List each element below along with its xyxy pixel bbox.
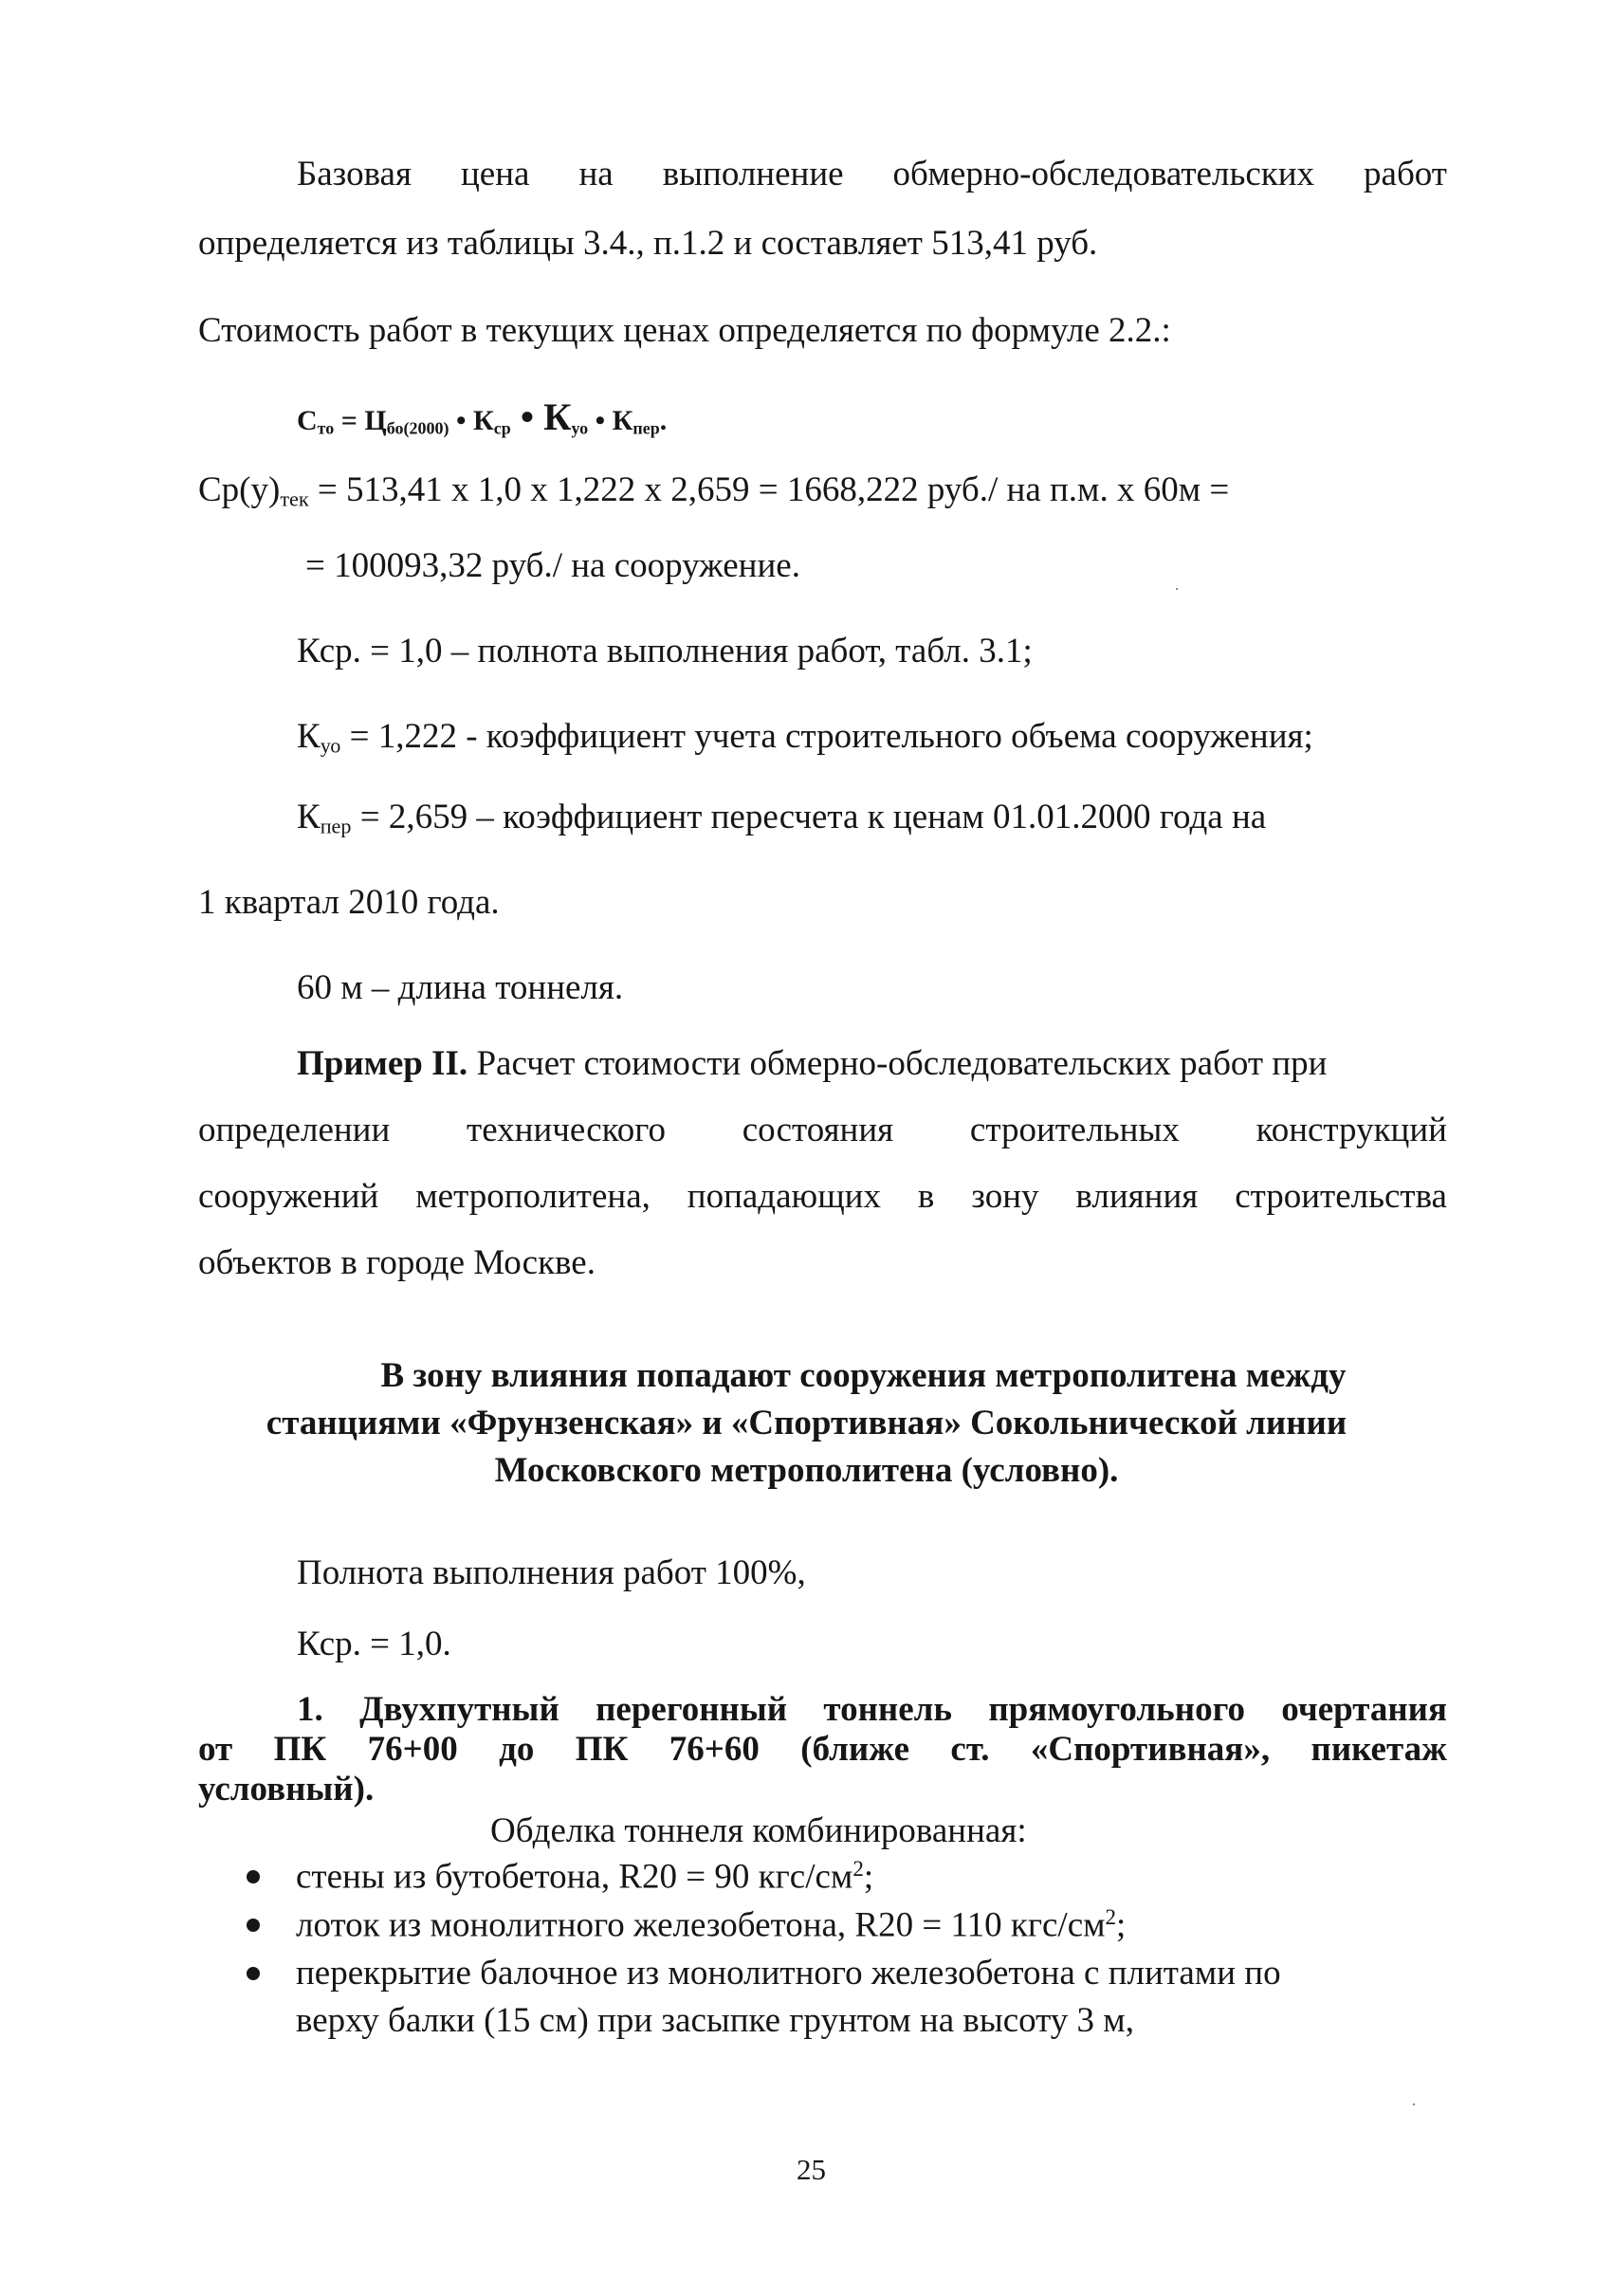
word: до: [499, 1730, 535, 1769]
influence-zone-heading-line-3: Московского метрополитена (условно).: [494, 1451, 1119, 1490]
word: ПК: [575, 1730, 629, 1769]
example-ii-line-4: объектов в городе Москве.: [198, 1243, 596, 1282]
lining-item-text: стены из бутобетона, R20 = 90 кгс/см: [296, 1857, 853, 1897]
formula-symbol: • К: [510, 395, 572, 438]
word: ст.: [950, 1730, 990, 1769]
superscript: 2: [852, 1857, 864, 1881]
lining-item-walls: [296, 1859, 873, 1895]
tunnel-length-note: 60 м – длина тоннеля.: [297, 968, 624, 1007]
word: 76+60: [669, 1730, 760, 1769]
word: ПК: [273, 1730, 327, 1769]
word: Базовая: [297, 155, 412, 193]
formula-symbol: • К: [449, 405, 494, 436]
section-1-title-line-1: [297, 1692, 1447, 1727]
formula-symbol: .: [659, 405, 668, 436]
bullet-icon: [247, 1919, 260, 1932]
word: 76+00: [367, 1730, 458, 1769]
word: строительных: [969, 1111, 1180, 1149]
word: влияния: [1075, 1177, 1199, 1216]
word: метрополитена,: [415, 1177, 651, 1216]
example-ii-line-2: [198, 1112, 1447, 1148]
formula-subscript: уо: [571, 418, 589, 438]
formula-expression: = 513,41 х 1,0 х 1,222 х 2,659 = 1668,222 руб./ на п.м. х 60м =: [308, 470, 1230, 509]
word: зону: [971, 1177, 1039, 1216]
section-1-title-line-2: [198, 1732, 1447, 1767]
word: тоннель: [823, 1690, 952, 1729]
lining-item-text: лоток из монолитного железобетона, R20 = 110 кгс/см: [296, 1905, 1106, 1945]
word: прямоугольного: [988, 1690, 1245, 1729]
coefficient-kper: [297, 799, 1266, 837]
coefficient-ksr: Кср. = 1,0 – полнота выполнения работ, табл. 3.1;: [297, 632, 1033, 670]
formula-symbol: • К: [588, 405, 633, 436]
paragraph-base-price-line-2: определяется из таблицы 3.4., п.1.2 и составляет 513,41 руб.: [198, 224, 1098, 263]
formula-symbol: = Ц: [334, 405, 387, 436]
lining-item-ceiling-line-2: верху балки (15 см) при засыпке грунтом на высоту 3 м,: [296, 2001, 1134, 2040]
lining-item-tray: [296, 1907, 1126, 1943]
word: выполнение: [662, 155, 844, 193]
bullet-icon: [247, 1967, 260, 1980]
coefficient-description: = 2,659 – коэффициент пересчета к ценам 01.01.2000 года на: [351, 798, 1267, 836]
example-ii-line-3: [198, 1179, 1447, 1214]
lining-intro: Обделка тоннеля комбинированная:: [490, 1811, 1027, 1850]
word: (ближе: [800, 1730, 909, 1769]
word: на: [578, 155, 614, 193]
section-1-title-line-3: условный).: [198, 1770, 375, 1809]
paragraph-base-price-line-1: [297, 156, 1447, 192]
word: пикетаж: [1311, 1730, 1447, 1769]
word: «Спортивная»,: [1030, 1730, 1271, 1769]
word: цена: [461, 155, 530, 193]
formula-cost-result: = 100093,32 руб./ на сооружение.: [305, 546, 800, 585]
word: сооружений: [198, 1177, 379, 1216]
superscript: 2: [1105, 1905, 1116, 1929]
word: определении: [198, 1111, 391, 1149]
influence-zone-heading-line-2: станциями «Фрунзенская» и «Спортивная» Сокольнической линии: [266, 1404, 1347, 1442]
formula-subscript: ср: [493, 418, 511, 438]
example-ii-line-1: [297, 1046, 1327, 1081]
paragraph-cost-formula-intro: Стоимость работ в текущих ценах определяется по формуле 2.2.:: [198, 311, 1171, 350]
coefficient-description: = 1,222 - коэффициент учета строительного объема сооружения;: [340, 717, 1313, 756]
word: работ: [1364, 155, 1447, 193]
completeness-coefficient: Кср. = 1,0.: [297, 1625, 451, 1663]
word: строительства: [1235, 1177, 1447, 1216]
formula-symbol: С: [297, 405, 318, 436]
example-text: Расчет стоимости обмерно-обследовательских работ при: [467, 1044, 1328, 1083]
coefficient-kper-continuation: 1 квартал 2010 года.: [198, 883, 500, 922]
scan-artifact: [1413, 2103, 1415, 2105]
formula-subscript: уо: [320, 733, 341, 758]
scan-artifact: [1176, 588, 1178, 590]
formula-symbol: Ср(у): [198, 470, 281, 509]
lining-item-ceiling-line-1: перекрытие балочное из монолитного железобетона с плитами по: [296, 1954, 1281, 1993]
word: от: [198, 1730, 233, 1769]
word: технического: [467, 1111, 666, 1149]
completeness-statement: Полнота выполнения работ 100%,: [297, 1553, 806, 1592]
formula-symbol: К: [297, 798, 321, 836]
word: очертания: [1281, 1690, 1447, 1729]
example-label: Пример II.: [297, 1044, 468, 1083]
formula-symbol: К: [297, 717, 321, 756]
word: 1.: [297, 1690, 323, 1729]
word: попадающих: [687, 1177, 881, 1216]
formula-subscript: тек: [280, 487, 309, 511]
formula-cost-definition: [297, 395, 668, 438]
bullet-icon: [247, 1870, 260, 1883]
word: состояния: [742, 1111, 894, 1149]
formula-subscript: бо(2000): [386, 418, 449, 438]
formula-subscript: то: [317, 418, 335, 438]
formula-subscript: пер: [632, 418, 660, 438]
influence-zone-heading-line-1: В зону влияния попадают сооружения метрополитена между: [380, 1356, 1347, 1395]
coefficient-kuo: [297, 719, 1313, 757]
word: конструкций: [1256, 1111, 1447, 1149]
word: в: [917, 1177, 935, 1216]
punctuation: ;: [863, 1857, 874, 1897]
punctuation: ;: [1116, 1905, 1127, 1945]
word: обмерно-обследовательских: [892, 155, 1315, 193]
formula-cost-calculation: [198, 472, 1229, 510]
formula-subscript: пер: [320, 814, 352, 838]
word: Двухпутный: [359, 1690, 559, 1729]
word: перегонный: [596, 1690, 788, 1729]
page-number: 25: [797, 2153, 826, 2186]
